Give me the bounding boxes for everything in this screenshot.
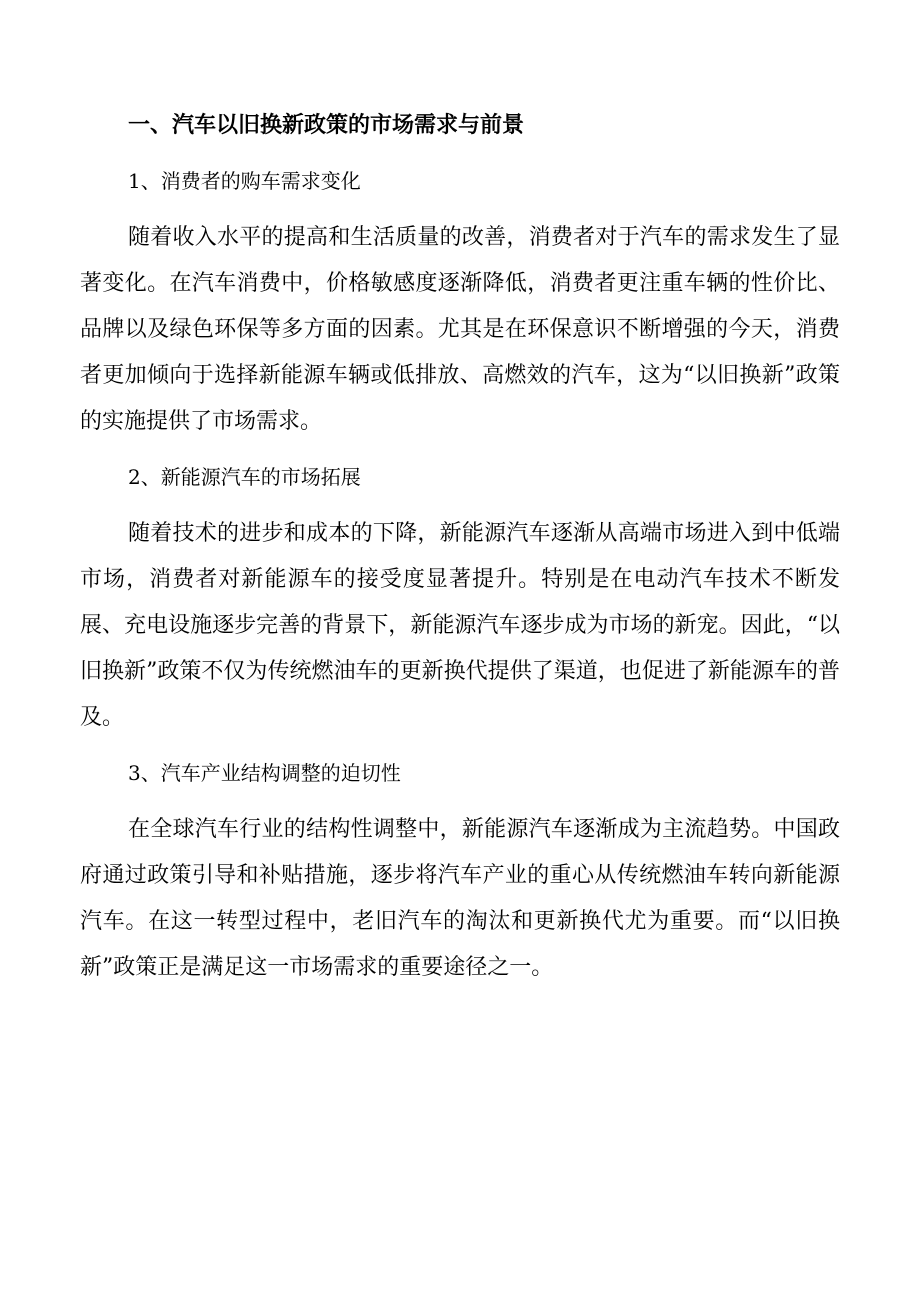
paragraph-2: 随着技术的进步和成本的下降，新能源汽车逐渐从高端市场进入到中低端市场，消费者对新能源车的接受度显著提升。特别是在电动汽车技术不断发展、充电设施逐步完善的背景下，新能源汽车逐步成为市场的新宠。因此，“以旧换新”政策不仅为传统燃油车的更新换代提供了渠道，也促进了新能源车的普及。 <box>80 521 840 730</box>
subsection-heading-1: 1、消费者的购车需求变化 <box>128 169 361 193</box>
section-title: 一、汽车以旧换新政策的市场需求与前景 <box>128 112 525 138</box>
paragraph-3: 在全球汽车行业的结构性调整中，新能源汽车逐渐成为主流趋势。中国政府通过政策引导和补贴措施，逐步将汽车产业的重心从传统燃油车转向新能源汽车。在这一转型过程中，老旧汽车的淘汰和更新换代尤为重要。而“以旧换新”政策正是满足这一市场需求的重要途径之一。 <box>80 817 840 980</box>
subsection-heading-3: 3、汽车产业结构调整的迫切性 <box>128 761 401 785</box>
subsection-heading-2: 2、新能源汽车的市场拓展 <box>128 465 361 489</box>
document-page <box>80 101 840 991</box>
paragraph-1: 随着收入水平的提高和生活质量的改善，消费者对于汽车的需求发生了显著变化。在汽车消费中，价格敏感度逐渐降低，消费者更注重车辆的性价比、品牌以及绿色环保等多方面的因素。尤其是在环保意识不断增强的今天，消费者更加倾向于选择新能源车辆或低排放、高燃效的汽车，这为“以旧换新”政策的实施提供了市场需求。 <box>80 225 840 434</box>
